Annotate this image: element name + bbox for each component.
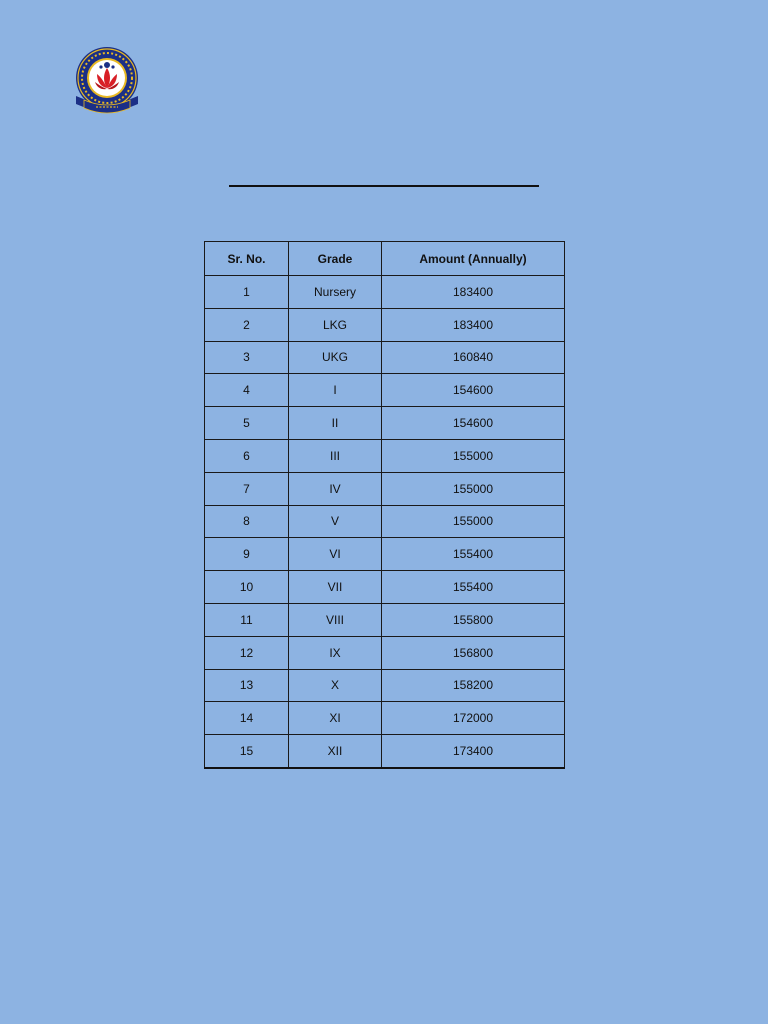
cell-grade: XI: [289, 702, 382, 735]
cell-grade: I: [289, 374, 382, 407]
cell-amount: 155400: [382, 538, 565, 571]
table-row: [205, 439, 565, 472]
cell-sr-no: 2: [205, 308, 289, 341]
cell-amount: 183400: [382, 308, 565, 341]
table-row: [205, 636, 565, 669]
column-header-sr-no: Sr. No.: [205, 242, 289, 276]
cell-grade: II: [289, 407, 382, 440]
cell-grade: IV: [289, 472, 382, 505]
column-header-grade: Grade: [289, 242, 382, 276]
cell-sr-no: 3: [205, 341, 289, 374]
cell-sr-no: 15: [205, 735, 289, 768]
cell-amount: 154600: [382, 407, 565, 440]
cell-amount: 155000: [382, 472, 565, 505]
table-row: [205, 669, 565, 702]
cell-grade: Nursery: [289, 276, 382, 309]
cell-grade: VI: [289, 538, 382, 571]
table-row: [205, 407, 565, 440]
cell-grade: VIII: [289, 603, 382, 636]
school-crest-icon: [70, 44, 144, 122]
cell-grade: III: [289, 439, 382, 472]
school-logo: [70, 44, 144, 122]
title-underline: [229, 185, 539, 187]
column-header-amount: Amount (Annually): [382, 242, 565, 276]
cell-amount: 173400: [382, 735, 565, 768]
table-row: [205, 571, 565, 604]
table-row: [205, 276, 565, 309]
cell-amount: 154600: [382, 374, 565, 407]
cell-amount: 172000: [382, 702, 565, 735]
cell-grade: XII: [289, 735, 382, 768]
cell-amount: 155000: [382, 439, 565, 472]
table-row: [205, 374, 565, 407]
cell-amount: 155800: [382, 603, 565, 636]
fee-table: [204, 241, 565, 769]
cell-sr-no: 11: [205, 603, 289, 636]
cell-sr-no: 7: [205, 472, 289, 505]
cell-amount: 155000: [382, 505, 565, 538]
cell-grade: VII: [289, 571, 382, 604]
cell-sr-no: 12: [205, 636, 289, 669]
cell-amount: 183400: [382, 276, 565, 309]
table-row: [205, 735, 565, 768]
cell-sr-no: 4: [205, 374, 289, 407]
cell-sr-no: 9: [205, 538, 289, 571]
cell-sr-no: 6: [205, 439, 289, 472]
table-row: [205, 341, 565, 374]
table-row: [205, 538, 565, 571]
table-row: [205, 603, 565, 636]
cell-amount: 158200: [382, 669, 565, 702]
cell-grade: LKG: [289, 308, 382, 341]
table-row: [205, 702, 565, 735]
table-row: [205, 308, 565, 341]
table-header-row: [205, 242, 565, 276]
cell-sr-no: 1: [205, 276, 289, 309]
cell-sr-no: 5: [205, 407, 289, 440]
cell-amount: 155400: [382, 571, 565, 604]
cell-grade: IX: [289, 636, 382, 669]
cell-sr-no: 8: [205, 505, 289, 538]
cell-grade: V: [289, 505, 382, 538]
cell-sr-no: 10: [205, 571, 289, 604]
table-row: [205, 505, 565, 538]
cell-amount: 156800: [382, 636, 565, 669]
cell-grade: UKG: [289, 341, 382, 374]
cell-amount: 160840: [382, 341, 565, 374]
cell-sr-no: 13: [205, 669, 289, 702]
cell-grade: X: [289, 669, 382, 702]
table-row: [205, 472, 565, 505]
cell-sr-no: 14: [205, 702, 289, 735]
